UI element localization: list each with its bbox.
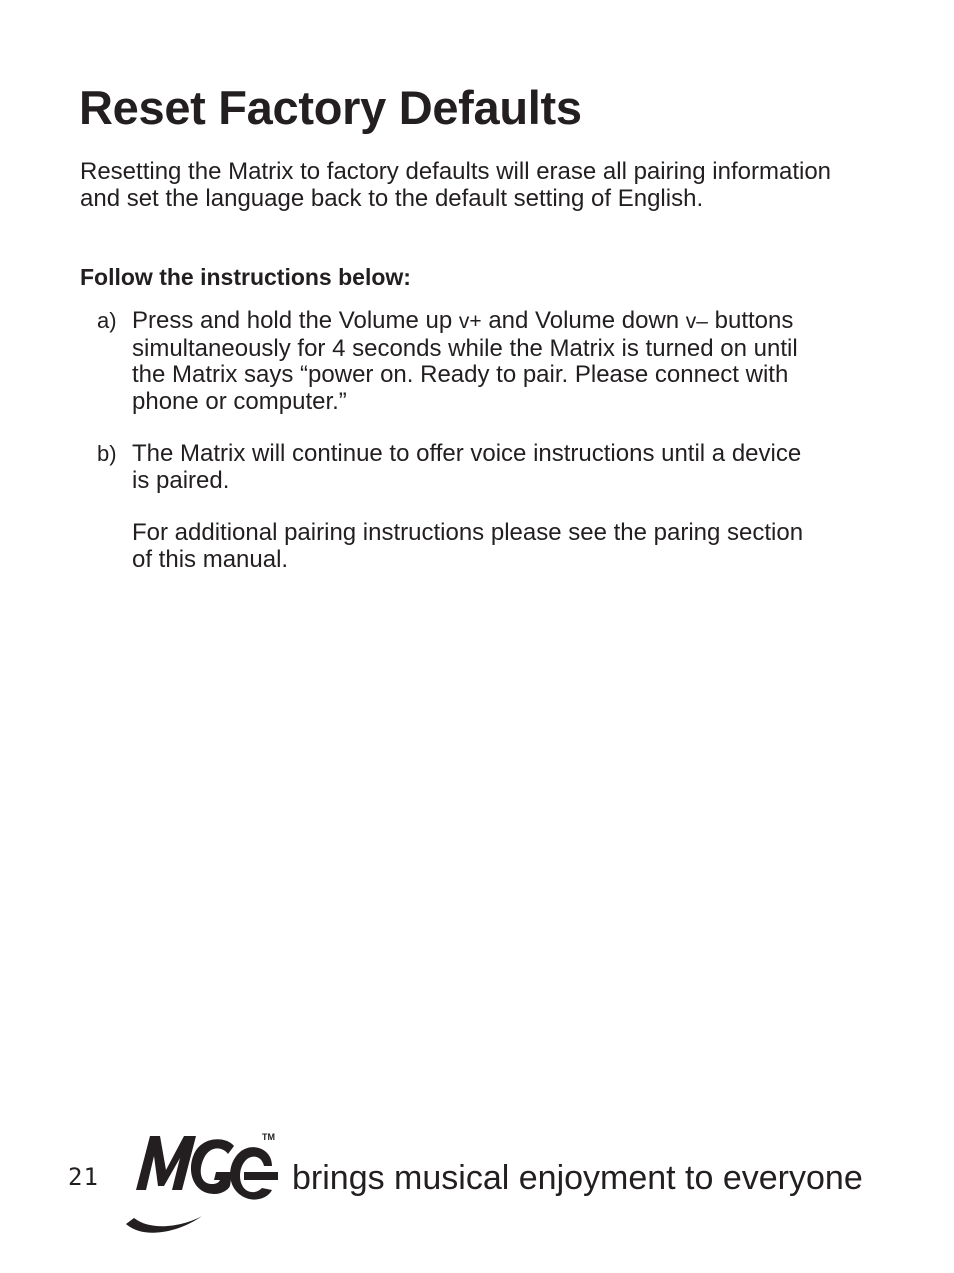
step-b [97, 441, 817, 573]
step-marker: b) [97, 441, 117, 466]
page-number: 21 [68, 1163, 99, 1191]
instructions-heading: Follow the instructions below: [80, 264, 411, 290]
step-text [132, 308, 817, 415]
step-text-part: buttons simultaneously for 4 seconds while the Matrix is turned on until the Matrix says “power on. Ready to pair. Please connect with phone or computer.” [132, 307, 798, 415]
tagline: brings musical enjoyment to everyone [292, 1159, 863, 1197]
step-text-part: and Volume down [481, 307, 686, 334]
step-text-main: The Matrix will continue to offer voice instructions until a device is paired. [132, 440, 802, 494]
intro-paragraph: Resetting the Matrix to factory defaults will erase all pairing information and set the language back to the default setting of English. [80, 158, 832, 212]
pairing-note: For additional pairing instructions please see the paring section of this manual. [132, 519, 804, 573]
step-text [132, 441, 817, 573]
step-text-part: Press and hold the Volume up [132, 307, 459, 334]
step-a [97, 308, 817, 415]
step-marker: a) [97, 308, 117, 333]
volume-down-symbol: v– [685, 310, 708, 333]
trademark-mark: TM [262, 1132, 275, 1142]
volume-up-symbol: v+ [458, 310, 482, 333]
page-title: Reset Factory Defaults [79, 81, 582, 134]
mge-logo [122, 1128, 284, 1236]
